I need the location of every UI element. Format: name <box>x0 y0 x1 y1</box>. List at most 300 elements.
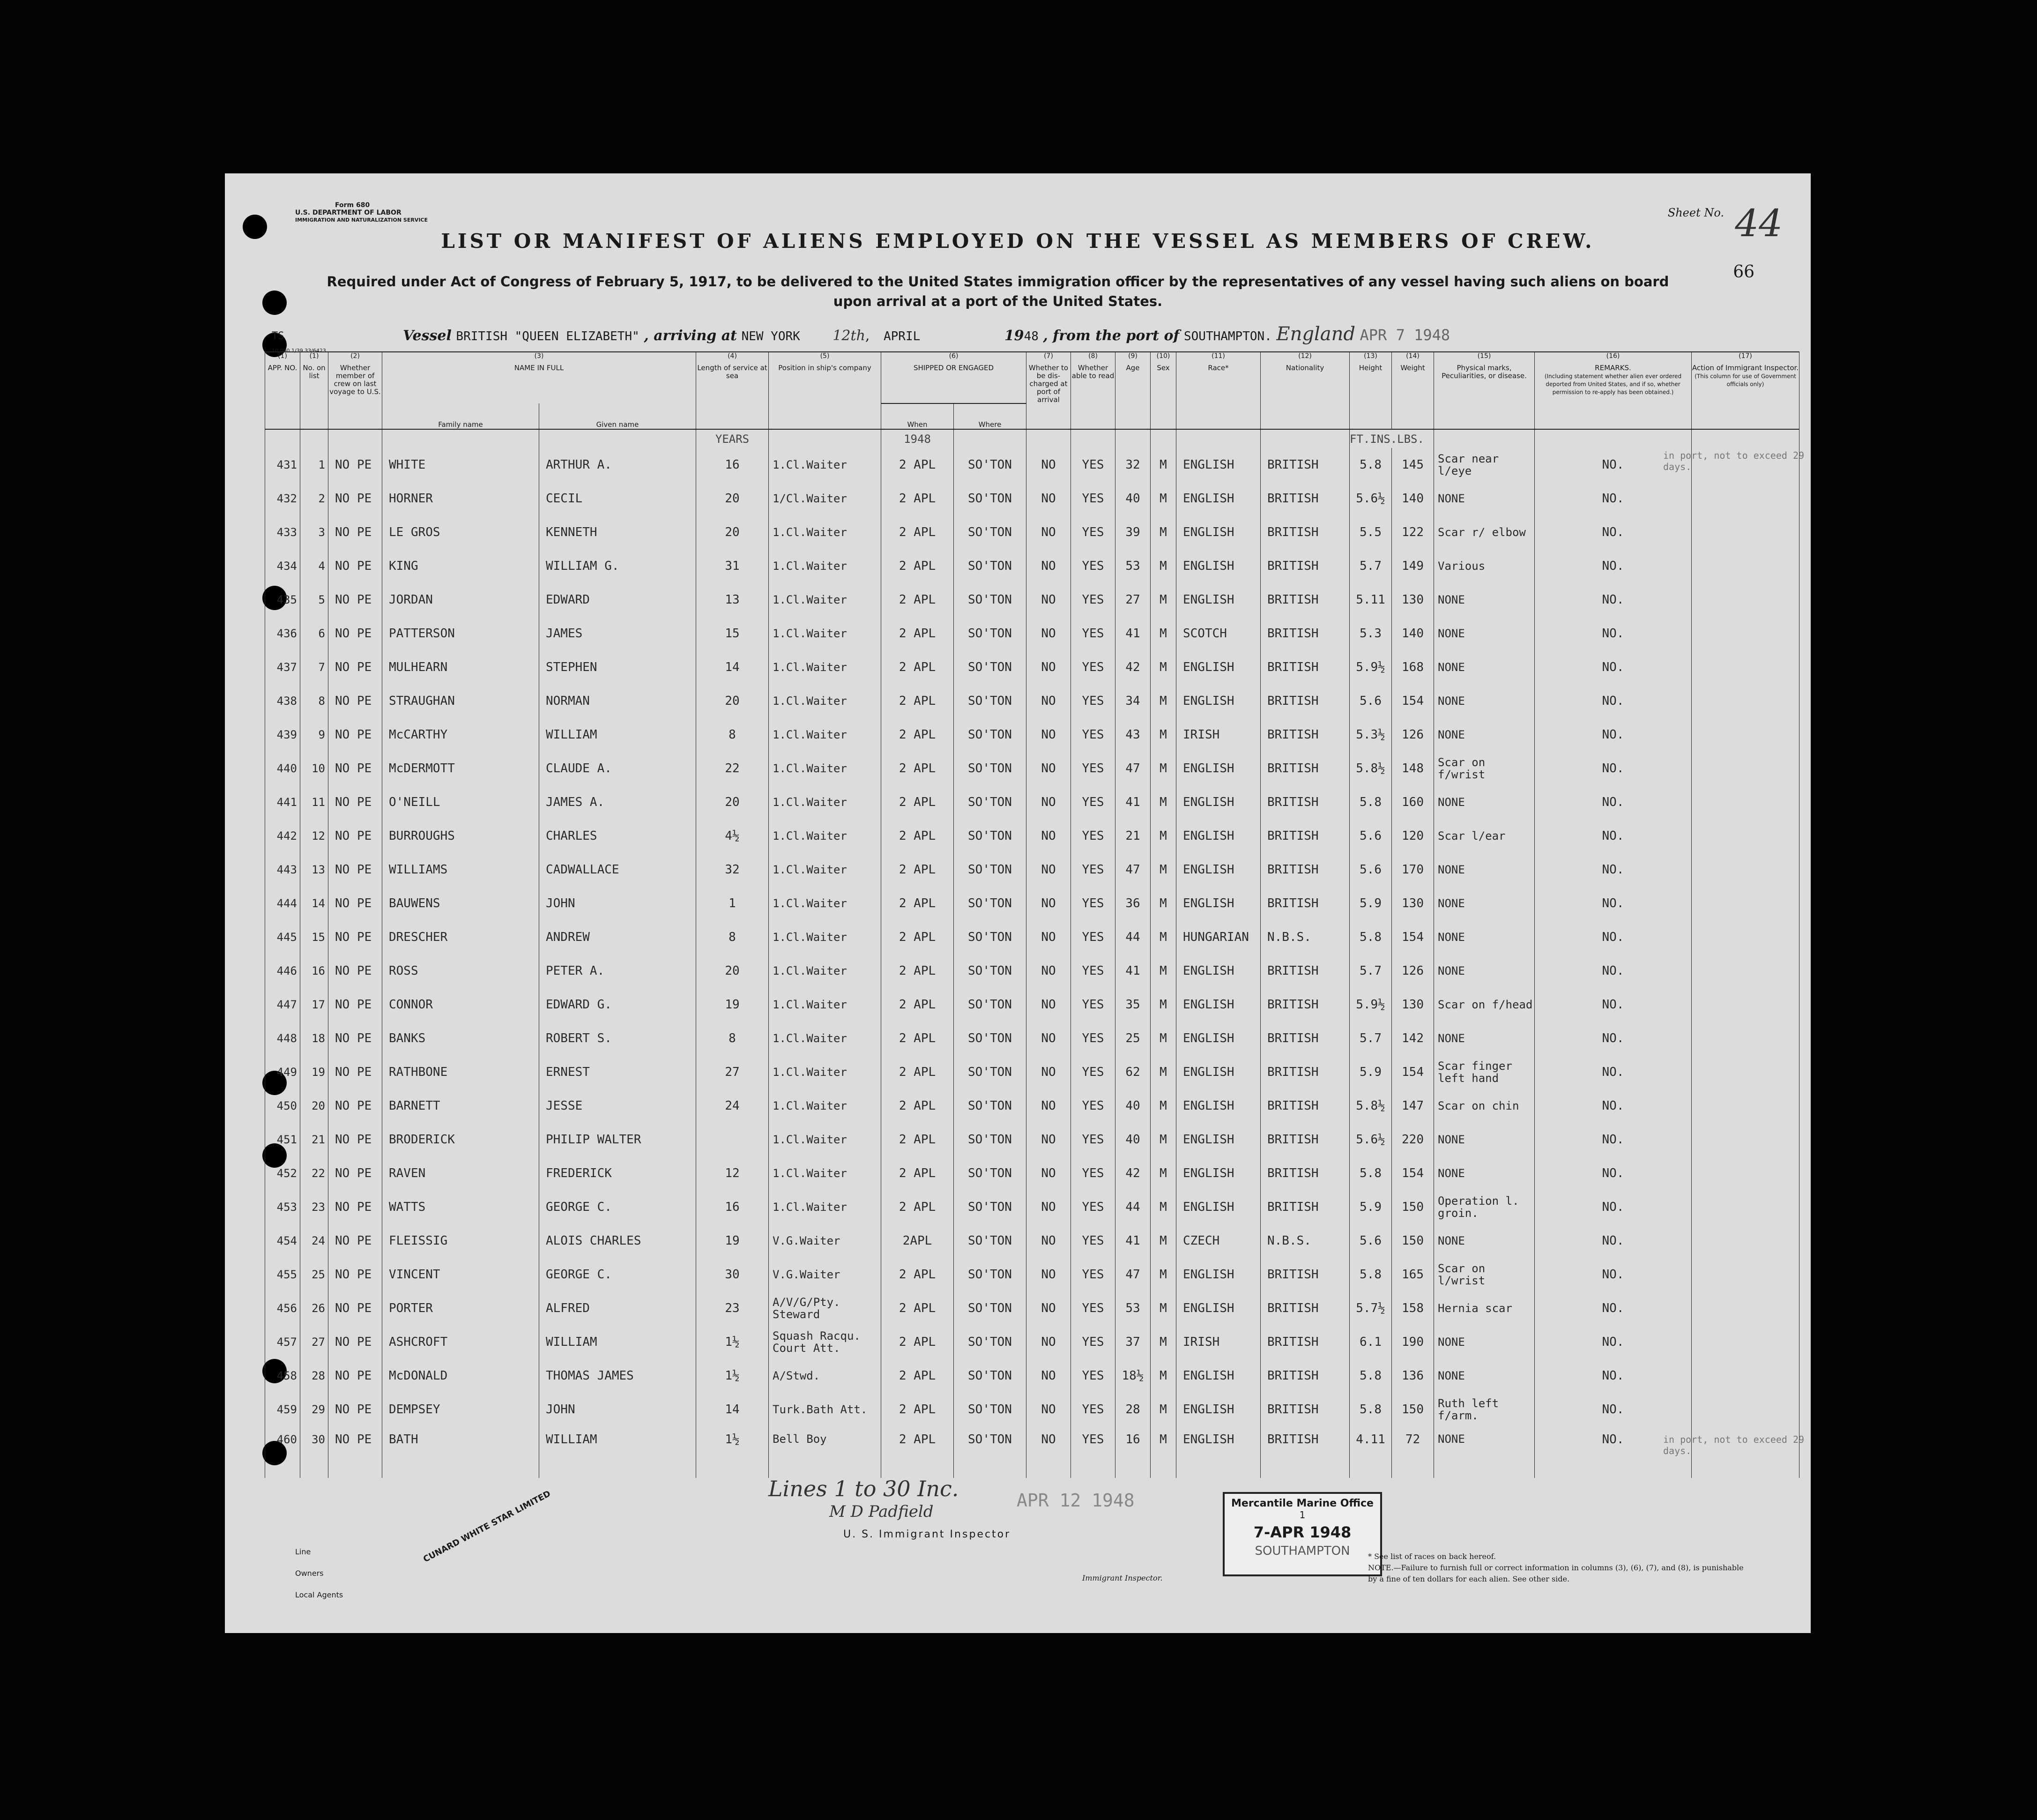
family-name-cell: VINCENT <box>382 1258 539 1291</box>
table-row <box>265 819 1799 853</box>
app-number-cell: 445 <box>265 920 300 954</box>
able-to-read-cell: YES <box>1071 549 1115 583</box>
list-number-cell: 18 <box>300 1022 328 1055</box>
race-cell: SCOTCH <box>1176 617 1261 650</box>
app-number-cell: 454 <box>265 1224 300 1258</box>
last-voyage-cell: NO PE <box>328 1224 382 1258</box>
header-no-on-list: (1) No. on list <box>300 352 328 429</box>
inspector-action-cell <box>1692 1089 1799 1123</box>
age-cell: 41 <box>1115 785 1151 819</box>
discharged-cell: NO <box>1026 785 1071 819</box>
weight-cell: 126 <box>1392 718 1434 752</box>
position-cell: A/V/G/Pty. Steward <box>769 1291 881 1325</box>
header-sex: (10) Sex <box>1151 352 1176 429</box>
race-cell: HUNGARIAN <box>1176 920 1261 954</box>
nationality-cell: BRITISH <box>1261 752 1350 785</box>
list-number-cell: 28 <box>300 1359 328 1393</box>
able-to-read-cell: YES <box>1071 1022 1115 1055</box>
shipped-where-cell: SO'TON <box>954 785 1026 819</box>
physical-marks-cell: NONE <box>1434 482 1535 515</box>
last-voyage-cell: NO PE <box>328 853 382 887</box>
app-number-cell: 450 <box>265 1089 300 1123</box>
age-cell: 41 <box>1115 617 1151 650</box>
list-number-cell: 15 <box>300 920 328 954</box>
given-name-cell: CADWALLACE <box>539 853 696 887</box>
given-name-cell: PHILIP WALTER <box>539 1123 696 1156</box>
shipped-where-cell: SO'TON <box>954 752 1026 785</box>
sex-cell: M <box>1151 1156 1176 1190</box>
table-row <box>265 448 1799 482</box>
header-remarks: (16) REMARKS. (Including statement whether alien ever ordered deported from United States, and if so, whether permission to re-apply has been obtained.) <box>1535 352 1692 429</box>
nationality-cell: BRITISH <box>1261 853 1350 887</box>
app-number-cell: 451 <box>265 1123 300 1156</box>
remarks-cell: NO. <box>1535 853 1692 887</box>
table-row <box>265 549 1799 583</box>
shipped-where-cell: SO'TON <box>954 1291 1026 1325</box>
table-row <box>265 1224 1799 1258</box>
last-voyage-cell: NO PE <box>328 1156 382 1190</box>
weight-cell: 130 <box>1392 887 1434 920</box>
weight-cell: 140 <box>1392 617 1434 650</box>
discharged-cell: NO <box>1026 819 1071 853</box>
weight-cell: 122 <box>1392 515 1434 549</box>
sex-cell: M <box>1151 1291 1176 1325</box>
last-voyage-cell: NO PE <box>328 684 382 718</box>
table-row <box>265 785 1799 819</box>
shipped-when-cell: 2 APL <box>881 1190 954 1224</box>
remarks-cell: NO. <box>1535 1426 1692 1478</box>
able-to-read-cell: YES <box>1071 482 1115 515</box>
last-voyage-cell: NO PE <box>328 1359 382 1393</box>
height-cell: 5.7 <box>1350 549 1392 583</box>
race-cell: ENGLISH <box>1176 1089 1261 1123</box>
given-name-cell: CLAUDE A. <box>539 752 696 785</box>
remarks-cell: NO. <box>1535 448 1692 482</box>
list-number-cell: 27 <box>300 1325 328 1359</box>
able-to-read-cell: YES <box>1071 583 1115 617</box>
shipped-when-cell: 2 APL <box>881 853 954 887</box>
mercantile-date: 7-APR 1948 <box>1253 1523 1352 1541</box>
age-cell: 43 <box>1115 718 1151 752</box>
service-length-cell: 16 <box>696 448 769 482</box>
table-row <box>265 1089 1799 1123</box>
family-name-cell: CONNOR <box>382 988 539 1022</box>
position-cell: 1.Cl.Waiter <box>769 1190 881 1224</box>
last-voyage-cell: NO PE <box>328 785 382 819</box>
service-length-cell: 8 <box>696 718 769 752</box>
shipped-when-cell: 2 APL <box>881 1291 954 1325</box>
physical-marks-cell: Scar on l/wrist <box>1434 1258 1535 1291</box>
discharged-cell: NO <box>1026 1022 1071 1055</box>
service-length-cell: 1 <box>696 887 769 920</box>
app-number-cell: 433 <box>265 515 300 549</box>
height-cell: 5.8 <box>1350 1393 1392 1426</box>
given-name-cell: ERNEST <box>539 1055 696 1089</box>
list-number-cell: 5 <box>300 583 328 617</box>
service-length-cell: 20 <box>696 785 769 819</box>
cunard-stamp: CUNARD WHITE STAR LIMITED <box>422 1489 552 1565</box>
discharged-cell: NO <box>1026 617 1071 650</box>
header-shipped-engaged: (6) SHIPPED OR ENGAGED <box>881 352 1026 403</box>
weight-cell: 142 <box>1392 1022 1434 1055</box>
age-cell: 47 <box>1115 853 1151 887</box>
app-number-cell: 446 <box>265 954 300 988</box>
service-length-cell: 1½ <box>696 1359 769 1393</box>
able-to-read-cell: YES <box>1071 752 1115 785</box>
given-name-cell: ALOIS CHARLES <box>539 1224 696 1258</box>
sex-cell: M <box>1151 819 1176 853</box>
given-name-cell: WILLIAM G. <box>539 549 696 583</box>
inspector-action-cell <box>1692 1190 1799 1224</box>
able-to-read-cell: YES <box>1071 853 1115 887</box>
list-number-cell: 30 <box>300 1426 328 1478</box>
list-number-cell: 1 <box>300 448 328 482</box>
table-row <box>265 583 1799 617</box>
age-cell: 62 <box>1115 1055 1151 1089</box>
race-cell: ENGLISH <box>1176 515 1261 549</box>
last-voyage-cell: NO PE <box>328 583 382 617</box>
service-length-cell: 15 <box>696 617 769 650</box>
height-cell: 5.6 <box>1350 853 1392 887</box>
family-name-cell: PORTER <box>382 1291 539 1325</box>
sex-cell: M <box>1151 1258 1176 1291</box>
vessel-label: Vessel <box>403 328 452 344</box>
shipped-where-cell: SO'TON <box>954 515 1026 549</box>
measure-units: FT.INS.LBS. <box>1350 429 1434 448</box>
header-given-name: Given name <box>539 403 696 429</box>
list-number-cell: 9 <box>300 718 328 752</box>
app-number-cell: 442 <box>265 819 300 853</box>
family-name-cell: STRAUGHAN <box>382 684 539 718</box>
list-number-cell: 25 <box>300 1258 328 1291</box>
race-cell: ENGLISH <box>1176 684 1261 718</box>
nationality-cell: BRITISH <box>1261 650 1350 684</box>
race-cell: ENGLISH <box>1176 583 1261 617</box>
position-cell: 1.Cl.Waiter <box>769 549 881 583</box>
inspector-action-cell <box>1692 684 1799 718</box>
inspector-action-cell <box>1692 482 1799 515</box>
able-to-read-cell: YES <box>1071 448 1115 482</box>
header-position: (5) Position in ship's company <box>769 352 881 429</box>
given-name-cell: WILLIAM <box>539 1426 696 1478</box>
height-cell: 5.9 <box>1350 1190 1392 1224</box>
app-number-cell: 432 <box>265 482 300 515</box>
position-cell: 1.Cl.Waiter <box>769 920 881 954</box>
race-cell: IRISH <box>1176 1325 1261 1359</box>
race-cell: ENGLISH <box>1176 1190 1261 1224</box>
able-to-read-cell: YES <box>1071 1156 1115 1190</box>
family-name-cell: BRODERICK <box>382 1123 539 1156</box>
able-to-read-cell: YES <box>1071 920 1115 954</box>
weight-cell: 160 <box>1392 785 1434 819</box>
nationality-cell: BRITISH <box>1261 583 1350 617</box>
app-number-cell: 434 <box>265 549 300 583</box>
nationality-cell: BRITISH <box>1261 1426 1350 1478</box>
list-number-cell: 21 <box>300 1123 328 1156</box>
height-cell: 5.6½ <box>1350 1123 1392 1156</box>
race-cell: ENGLISH <box>1176 549 1261 583</box>
vessel-line: Vessel BRITISH "QUEEN ELIZABETH" , arriving at NEW YORK 12th, APRIL 1948 , from the port of SOUTHAMPTON. England APR 7 1948 <box>403 323 1450 345</box>
shipped-when-cell: 2 APL <box>881 684 954 718</box>
able-to-read-cell: YES <box>1071 515 1115 549</box>
shipped-when-cell: 2 APL <box>881 1325 954 1359</box>
physical-marks-cell: Scar r/ elbow <box>1434 515 1535 549</box>
race-cell: ENGLISH <box>1176 988 1261 1022</box>
shipped-when-cell: 2 APL <box>881 752 954 785</box>
header-last-voyage: (2) Whether member of crew on last voyage to U.S. <box>328 352 382 429</box>
last-voyage-cell: NO PE <box>328 549 382 583</box>
position-cell: 1.Cl.Waiter <box>769 1089 881 1123</box>
height-cell: 6.1 <box>1350 1325 1392 1359</box>
service-length-cell: 19 <box>696 988 769 1022</box>
height-cell: 5.3½ <box>1350 718 1392 752</box>
shipped-where-cell: SO'TON <box>954 920 1026 954</box>
position-cell: 1.Cl.Waiter <box>769 1022 881 1055</box>
service-length-cell: 27 <box>696 1055 769 1089</box>
shipped-where-cell: SO'TON <box>954 684 1026 718</box>
family-name-cell: DRESCHER <box>382 920 539 954</box>
header-app-no: (1) APP. NO. <box>265 352 300 429</box>
family-name-cell: O'NEILL <box>382 785 539 819</box>
service-length-cell: 14 <box>696 1393 769 1426</box>
physical-marks-cell: NONE <box>1434 1359 1535 1393</box>
physical-marks-cell: Hernia scar <box>1434 1291 1535 1325</box>
discharged-cell: NO <box>1026 1359 1071 1393</box>
able-to-read-cell: YES <box>1071 1325 1115 1359</box>
able-to-read-cell: YES <box>1071 1258 1115 1291</box>
year-prefix: 19 <box>1004 328 1024 344</box>
able-to-read-cell: YES <box>1071 988 1115 1022</box>
weight-cell: 72 <box>1392 1426 1434 1478</box>
weight-cell: 140 <box>1392 482 1434 515</box>
service-length-cell: 4½ <box>696 819 769 853</box>
given-name-cell: JAMES A. <box>539 785 696 819</box>
able-to-read-cell: YES <box>1071 1089 1115 1123</box>
shipped-where-cell: SO'TON <box>954 853 1026 887</box>
inspector-action-cell <box>1692 785 1799 819</box>
weight-cell: 190 <box>1392 1325 1434 1359</box>
height-cell: 5.6 <box>1350 684 1392 718</box>
height-cell: 5.8 <box>1350 1258 1392 1291</box>
weight-cell: 120 <box>1392 819 1434 853</box>
shipped-when-cell: 2 APL <box>881 617 954 650</box>
list-number-cell: 7 <box>300 650 328 684</box>
last-voyage-cell: NO PE <box>328 1258 382 1291</box>
discharged-cell: NO <box>1026 752 1071 785</box>
remarks-cell: NO. <box>1535 920 1692 954</box>
position-cell: 1.Cl.Waiter <box>769 583 881 617</box>
able-to-read-cell: YES <box>1071 887 1115 920</box>
list-number-cell: 10 <box>300 752 328 785</box>
given-name-cell: FREDERICK <box>539 1156 696 1190</box>
weight-cell: 130 <box>1392 988 1434 1022</box>
shipped-when-cell: 2 APL <box>881 1426 954 1478</box>
local-agents-label: Local Agents <box>295 1590 343 1599</box>
race-cell: IRISH <box>1176 718 1261 752</box>
last-voyage-cell: NO PE <box>328 1123 382 1156</box>
years-unit: YEARS <box>696 429 769 448</box>
inspector-action-cell <box>1692 954 1799 988</box>
app-number-cell: 453 <box>265 1190 300 1224</box>
remarks-cell: NO. <box>1535 819 1692 853</box>
ts-mark: TS <box>272 330 284 342</box>
inspector-action-cell <box>1692 718 1799 752</box>
remarks-cell: NO. <box>1535 1156 1692 1190</box>
sex-cell: M <box>1151 785 1176 819</box>
family-name-cell: McDONALD <box>382 1359 539 1393</box>
header-weight: (14) Weight <box>1392 352 1434 429</box>
remarks-cell: NO. <box>1535 515 1692 549</box>
nationality-cell: BRITISH <box>1261 1325 1350 1359</box>
shipped-where-cell: SO'TON <box>954 887 1026 920</box>
physical-marks-cell: Operation l. groin. <box>1434 1190 1535 1224</box>
table-row <box>265 482 1799 515</box>
app-number-cell: 460 <box>265 1426 300 1478</box>
service-length-cell: 8 <box>696 920 769 954</box>
race-cell: ENGLISH <box>1176 1123 1261 1156</box>
last-voyage-cell: NO PE <box>328 819 382 853</box>
list-number-cell: 29 <box>300 1393 328 1426</box>
weight-cell: 148 <box>1392 752 1434 785</box>
shipped-where-cell: SO'TON <box>954 1123 1026 1156</box>
header-physical-marks: (15) Physical marks, Peculiarities, or disease. <box>1434 352 1535 429</box>
height-cell: 5.9½ <box>1350 988 1392 1022</box>
inspector-action-cell <box>1692 1359 1799 1393</box>
able-to-read-cell: YES <box>1071 1426 1115 1478</box>
table-row <box>265 887 1799 920</box>
inspector-action-cell <box>1692 583 1799 617</box>
shipped-when-cell: 2 APL <box>881 549 954 583</box>
header-height: (13) Height <box>1350 352 1392 429</box>
sex-cell: M <box>1151 515 1176 549</box>
last-voyage-cell: NO PE <box>328 988 382 1022</box>
when-year: 1948 <box>881 429 954 448</box>
inspector-action-cell <box>1692 1258 1799 1291</box>
list-number-cell: 6 <box>300 617 328 650</box>
weight-cell: 154 <box>1392 1156 1434 1190</box>
given-name-cell: JOHN <box>539 887 696 920</box>
family-name-cell: FLEISSIG <box>382 1224 539 1258</box>
shipped-where-cell: SO'TON <box>954 1055 1026 1089</box>
nationality-cell: BRITISH <box>1261 482 1350 515</box>
weight-cell: 165 <box>1392 1258 1434 1291</box>
physical-marks-cell: NONE <box>1434 1123 1535 1156</box>
age-cell: 18½ <box>1115 1359 1151 1393</box>
remarks-cell: NO. <box>1535 684 1692 718</box>
shipped-when-cell: 2 APL <box>881 482 954 515</box>
header-length-service: (4) Length of service at sea <box>696 352 769 429</box>
remarks-cell: NO. <box>1535 785 1692 819</box>
age-cell: 47 <box>1115 752 1151 785</box>
nationality-cell: BRITISH <box>1261 988 1350 1022</box>
remarks-cell: NO. <box>1535 887 1692 920</box>
physical-marks-cell: NONE <box>1434 1426 1535 1478</box>
header-nationality: (12) Nationality <box>1261 352 1350 429</box>
sex-cell: M <box>1151 650 1176 684</box>
remarks-cell: NO. <box>1535 1359 1692 1393</box>
given-name-cell: ALFRED <box>539 1291 696 1325</box>
crew-rows <box>265 429 1799 1478</box>
shipped-where-cell: SO'TON <box>954 549 1026 583</box>
race-cell: ENGLISH <box>1176 887 1261 920</box>
age-cell: 21 <box>1115 819 1151 853</box>
service-name: IMMIGRATION AND NATURALIZATION SERVICE <box>295 217 428 223</box>
shipped-where-cell: SO'TON <box>954 1022 1026 1055</box>
weight-cell: 150 <box>1392 1224 1434 1258</box>
manifest-sheet <box>225 173 1811 1633</box>
received-stamp: APR 12 1948 <box>1017 1490 1135 1511</box>
list-number-cell: 23 <box>300 1190 328 1224</box>
weight-cell: 154 <box>1392 1055 1434 1089</box>
remarks-cell: NO. <box>1535 1089 1692 1123</box>
position-cell: 1.Cl.Waiter <box>769 1156 881 1190</box>
able-to-read-cell: YES <box>1071 1393 1115 1426</box>
service-length-cell: 16 <box>696 1190 769 1224</box>
nationality-cell: BRITISH <box>1261 1156 1350 1190</box>
family-name-cell: HORNER <box>382 482 539 515</box>
nationality-cell: BRITISH <box>1261 1089 1350 1123</box>
discharged-cell: NO <box>1026 853 1071 887</box>
shipped-where-cell: SO'TON <box>954 1089 1026 1123</box>
shipped-when-cell: 2 APL <box>881 887 954 920</box>
last-voyage-cell: NO PE <box>328 1291 382 1325</box>
position-cell: 1.Cl.Waiter <box>769 752 881 785</box>
height-cell: 5.8 <box>1350 785 1392 819</box>
remarks-cell: NO. <box>1535 1393 1692 1426</box>
sex-cell: M <box>1151 887 1176 920</box>
nationality-cell: BRITISH <box>1261 887 1350 920</box>
sex-cell: M <box>1151 1426 1176 1478</box>
nationality-cell: BRITISH <box>1261 785 1350 819</box>
weight-cell: 170 <box>1392 853 1434 887</box>
app-number-cell: 456 <box>265 1291 300 1325</box>
footer-notes <box>1368 1551 1752 1585</box>
nationality-cell: BRITISH <box>1261 515 1350 549</box>
weight-cell: 168 <box>1392 650 1434 684</box>
shipped-where-cell: SO'TON <box>954 650 1026 684</box>
shipped-when-cell: 2 APL <box>881 448 954 482</box>
given-name-cell: WILLIAM <box>539 1325 696 1359</box>
last-voyage-cell: NO PE <box>328 650 382 684</box>
sex-cell: M <box>1151 853 1176 887</box>
shipped-when-cell: 2 APL <box>881 718 954 752</box>
discharged-cell: NO <box>1026 549 1071 583</box>
height-cell: 5.6½ <box>1350 482 1392 515</box>
height-cell: 5.3 <box>1350 617 1392 650</box>
service-length-cell: 13 <box>696 583 769 617</box>
service-length-cell: 24 <box>696 1089 769 1123</box>
table-row <box>265 718 1799 752</box>
physical-marks-cell: Ruth left f/arm. <box>1434 1393 1535 1426</box>
height-cell: 5.8 <box>1350 1359 1392 1393</box>
table-row <box>265 1393 1799 1426</box>
physical-marks-cell: NONE <box>1434 617 1535 650</box>
race-cell: ENGLISH <box>1176 1426 1261 1478</box>
service-length-cell <box>696 1123 769 1156</box>
inspector-action-cell <box>1692 1022 1799 1055</box>
remarks-cell: NO. <box>1535 954 1692 988</box>
list-number-cell: 11 <box>300 785 328 819</box>
last-voyage-cell: NO PE <box>328 1089 382 1123</box>
inspector-action-cell <box>1692 1393 1799 1426</box>
column-number-row <box>265 352 1799 403</box>
given-name-cell: JESSE <box>539 1089 696 1123</box>
table-row <box>265 954 1799 988</box>
header-discharged: (7) Whether to be dis-charged at port of arrival <box>1026 352 1071 429</box>
discharged-cell: NO <box>1026 1258 1071 1291</box>
sex-cell: M <box>1151 482 1176 515</box>
table-row <box>265 1156 1799 1190</box>
